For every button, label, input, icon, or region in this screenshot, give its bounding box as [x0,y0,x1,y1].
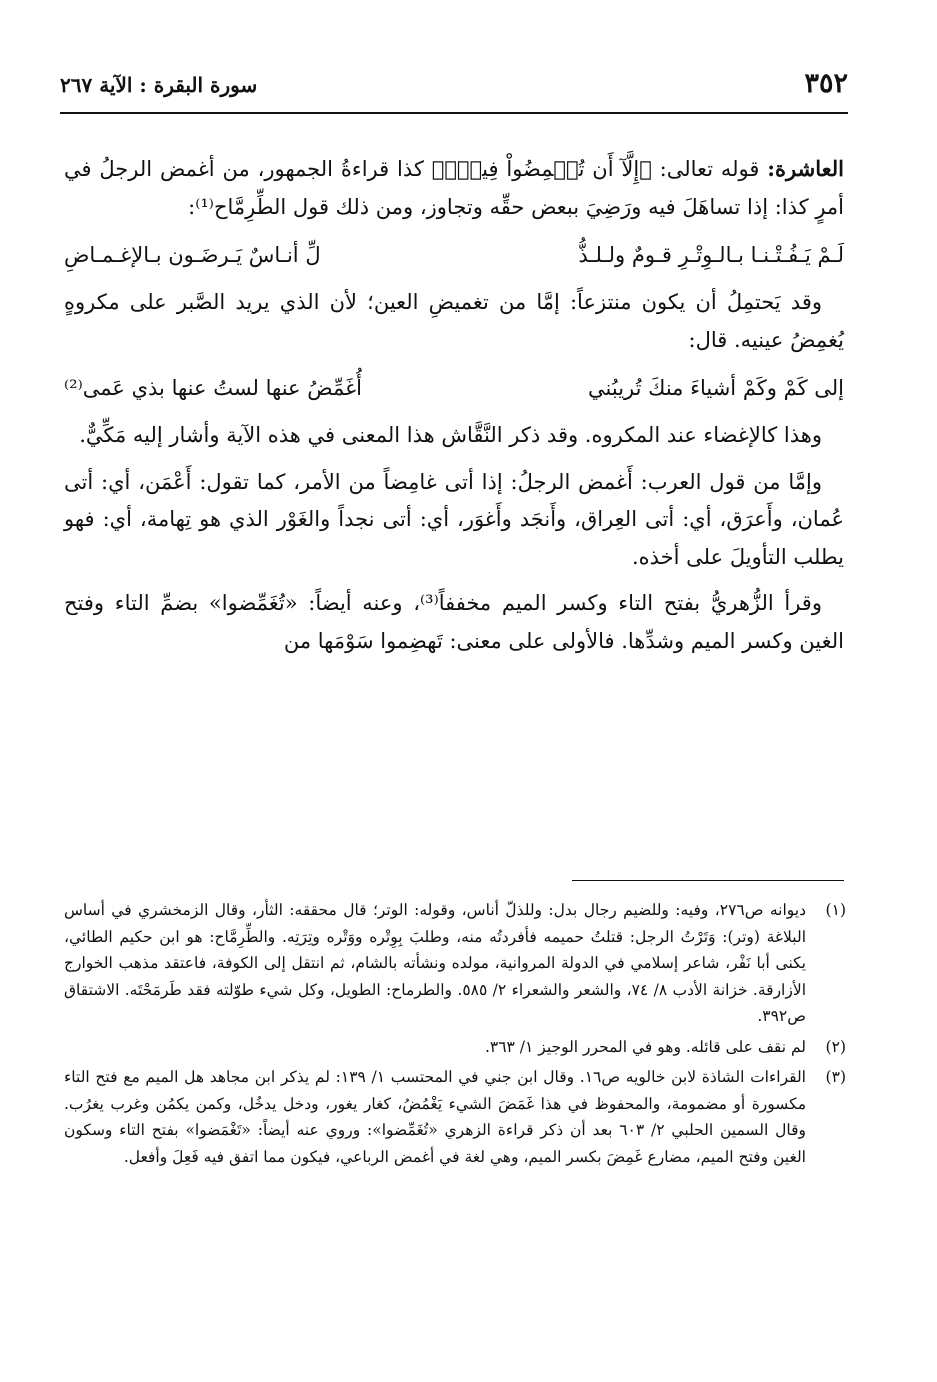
paragraph-3: وهذا كالإغضاء عند المكروه. وقد ذكر النَّقَّاش هذا المعنى في هذه الآية وأشار إليه مَكِّيٌّ. [79,423,822,447]
footnote-rule [572,880,844,881]
footnote-text: لم نقف على قائله. وهو في المحرر الوجيز ١/ ٣٦٣. [484,1037,806,1056]
verse-1 [64,235,844,275]
footnote-number: (١) [825,901,846,919]
verse-2-first-hemistich: إلى كَمْ وكَمْ أشياءَ منكَ تُريبُني [588,376,844,400]
footnote-2 [64,1034,846,1061]
main-text [64,150,844,660]
paragraph-4: وإمَّا من قول العرب: أَغمض الرجلُ: إذا أتى غامِضاً من الأمر، كما تقول: أَعْمَن، أي: أتى عُمان، وأَعرَق، أي: أتى العِراق، وأَنجَد وأَغوَر، أي: أتى نجداً والغَوْر الذي هو تِهامة، أي: فهو يطلب التأويلَ على أخذه. [64,469,844,569]
paragraph-label: العاشرة: [767,156,844,181]
verse-2 [64,368,844,408]
running-header [60,66,848,106]
paragraph-1-text: قوله تعالى: ﴿إِلَّآ أَن تُغۡمِضُواْ فِيهِۚ﴾ كذا قراءةُ الجمهور، من أغمض الرجلُ في أمرٍ كذا: إذا تساهَلَ فيه ورَضِيَ ببعض حقِّه وتجاوز، ومن ذلك قول الطِّرِمَّاح⁽¹⁾: [64,157,844,219]
footnote-3 [64,1064,846,1170]
footnote-number: (٢) [825,1037,846,1056]
header-rule [60,112,848,114]
footnotes [64,897,846,1170]
footnote-text: ديوانه ص٢٧٦، وفيه: وللضيم رجال بدل: وللذلّ أناس، وقوله: الوتر؛ قال محققه: الثأر، وقال الزمخشري في أساس البلاغة (وتر): وَتَرْتُ الرجل: قتلتُ حميمه فأفردتُه منه، وطلبَ بِوِتْره ووَتْره وتِرَتِه. والطِّرِمَّاح: هو ابن حكيم الطائي، يكنى أبا نَفْر، شاعر إسلامي في الدولة المروانية، مولده ونشأته بالشام، ثم انتقل إلى الكوفة، فاعتقد مذهب الخوارج الأزارقة. خزانة الأدب ٨/ ٧٤، والشعر والشعراء ٢/ ٥٨٥. والطرماح: الطويل، وكل شيء طوّلته فقد طَرمَحْتَه. الاشتقاق ص٣٩٢. [64,901,806,1025]
footnote-text: القراءات الشاذة لابن خالويه ص١٦. وقال ابن جني في المحتسب ١/ ١٣٩: لم يذكر ابن مجاهد هل الميم مع فتح التاء مكسورة أو مضمومة، والمحفوظ في هذا غَمَضَ الشيء يَغْمُضُ، كغار يغور، ودخل يدخُل، وكمن يكمُن وغرب يغرُب. وقال السمين الحلبي ٢/ ٦٠٣ بعد أن ذكر قراءة الزهري «تُغَمِّضوا»: وروي عنه أيضاً: «تَغْمَضوا» بفتح التاء وسكون الغين وفتح الميم، مضارع غَمِضَ بكسر الميم، وهي لغة في أغمض الرباعي، فيكون مما اتفق فيه فَعِلَ وأفعل. [64,1068,806,1166]
verse-1-second-hemistich: لِّ أنـاسٌ يَـرضَـون بـالإغـمـاضِ [64,243,321,267]
paragraph-5: وقرأ الزُّهريُّ بفتح التاء وكسر الميم مخففاً⁽³⁾، وعنه أيضاً: «تُغَمِّضوا» بضمِّ التاء وفتح الغين وكسر الميم وشدِّها. فالأولى على معنى: تَهضِموا سَوْمَها من [64,591,844,653]
paragraph-2: وقد يَحتمِلُ أن يكون منتزعاً: إمَّا من تغميضِ العين؛ لأن الذي يريد الصَّبر على مكروهٍ يُغمِضُ عينيه. قال: [64,290,844,352]
surah-verse-title: سورة البقرة : الآية ٢٦٧ [60,73,258,97]
verse-2-second-hemistich: أُغَمِّضُ عنها لستُ عنها بذي عَمى⁽²⁾ [64,376,362,400]
verse-1-first-hemistich: لَـمْ يَـفُـتْـنـا بـالـوِتْـرِ قـومٌ ولـلـذُّ [578,243,844,267]
paragraph-1 [64,150,844,226]
page-number: ٣٥٢ [804,68,848,99]
footnote-1 [64,897,846,1030]
footnote-number: (٣) [825,1068,846,1086]
